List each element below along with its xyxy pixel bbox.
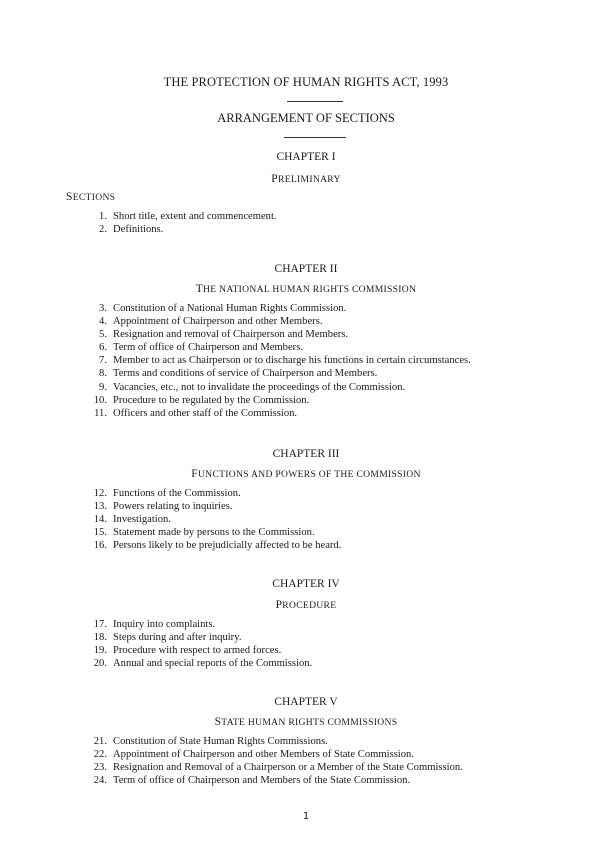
chapter-2-subheading: THE NATIONAL HUMAN RIGHTS COMMISSION <box>195 283 417 295</box>
chapter-4-heading: CHAPTER IV <box>272 578 340 590</box>
list-item: 14. Investigation. <box>93 514 171 526</box>
list-item: 19. Procedure with respect to armed forces. <box>93 645 282 657</box>
arrangement-heading: ARRANGEMENT OF SECTIONS <box>217 111 395 125</box>
list-item: 4. Appointment of Chairperson and other Members. <box>99 316 323 328</box>
subtitle-rule <box>284 137 346 138</box>
page-number: 1 <box>302 811 310 822</box>
chapter-1-subheading: PRELIMINARY <box>271 173 341 185</box>
list-item: 3. Constitution of a National Human Rights Commission. <box>99 303 347 314</box>
chapter-1-heading: CHAPTER I <box>276 151 336 163</box>
list-item: 9. Vacancies, etc., not to invalidate the proceedings of the Commission. <box>99 381 406 393</box>
list-item: 21. Constitution of State Human Rights Commissions. <box>93 736 328 747</box>
list-item: 17. Inquiry into complaints. <box>93 619 216 630</box>
list-item: 18. Steps during and after inquiry. <box>93 632 242 644</box>
list-item: 20. Annual and special reports of the Commission. <box>93 658 313 670</box>
chapter-2-section-list <box>86 302 471 420</box>
list-item: 12. Functions of the Commission. <box>93 488 241 499</box>
chapter-2-heading: CHAPTER II <box>274 263 338 275</box>
chapter-4-section-list <box>86 618 312 670</box>
list-item: 8. Terms and conditions of service of Chairperson and Members. <box>99 368 378 380</box>
chapter-5-subheading: STATE HUMAN RIGHTS COMMISSIONS <box>214 716 398 728</box>
list-item: 5. Resignation and removal of Chairperson and Members. <box>99 329 349 341</box>
act-title: THE PROTECTION OF HUMAN RIGHTS ACT, 1993 <box>163 75 449 89</box>
list-item: 1. Short title, extent and commencement. <box>99 211 277 222</box>
chapter-1-section-list <box>86 210 277 236</box>
list-item: 10. Procedure to be regulated by the Commission. <box>93 394 310 406</box>
list-item: 22. Appointment of Chairperson and other Members of State Commission. <box>93 749 414 761</box>
list-item: 16. Persons likely to be prejudicially affected to be heard. <box>93 540 342 552</box>
chapter-5-section-list <box>86 735 463 787</box>
chapter-4-subheading: PROCEDURE <box>275 599 337 611</box>
title-rule <box>287 101 343 102</box>
chapter-5-heading: CHAPTER V <box>274 696 338 708</box>
chapter-3-section-list <box>86 487 341 552</box>
list-item: 11. Officers and other staff of the Commission. <box>94 407 298 419</box>
list-item: 7. Member to act as Chairperson or to discharge his functions in certain circumstances. <box>99 355 471 367</box>
sections-label: SECTIONS <box>66 191 116 203</box>
list-item: 23. Resignation and Removal of a Chairperson or a Member of the State Commission. <box>93 762 463 774</box>
list-item: 24. Term of office of Chairperson and Members of the State Commission. <box>93 775 411 787</box>
chapter-3-heading: CHAPTER III <box>272 448 340 460</box>
list-item: 15. Statement made by persons to the Commission. <box>93 527 315 539</box>
list-item: 6. Term of office of Chairperson and Members. <box>99 342 303 354</box>
chapter-3-subheading: FUNCTIONS AND POWERS OF THE COMMISSION <box>191 468 421 480</box>
list-item: 2. Definitions. <box>99 224 164 236</box>
list-item: 13. Powers relating to inquiries. <box>93 501 233 513</box>
